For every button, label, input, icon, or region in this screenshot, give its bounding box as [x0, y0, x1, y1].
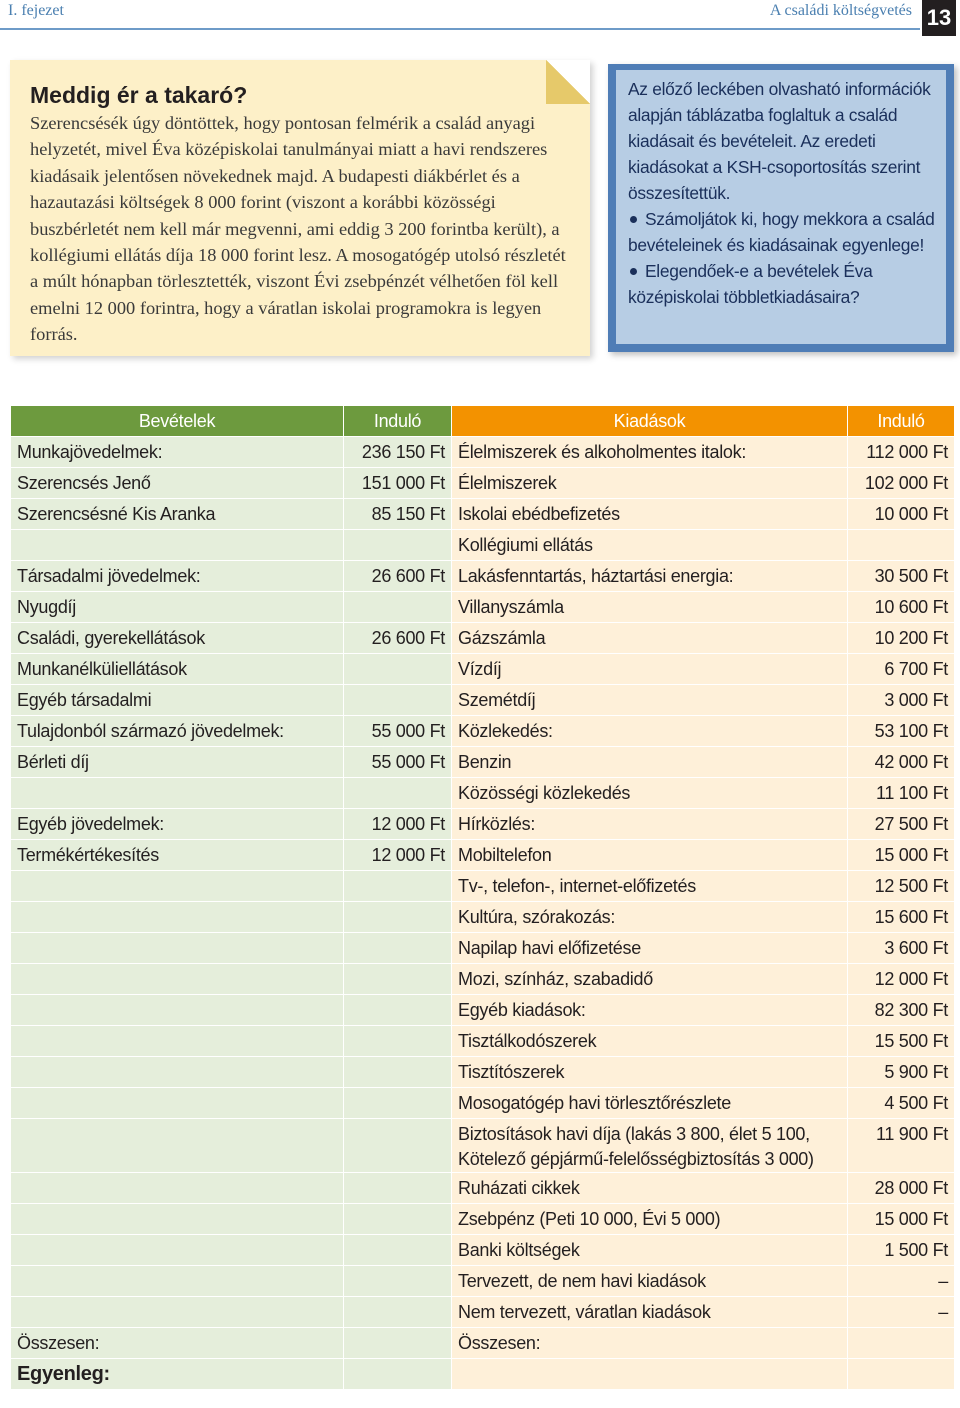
income-item-cell	[11, 1119, 344, 1173]
expense-amount-cell	[848, 1359, 955, 1390]
income-item-cell	[11, 1204, 344, 1235]
income-item-cell: Szerencsés Jenő	[11, 468, 344, 499]
income-item-cell	[11, 964, 344, 995]
expense-amount-cell: 10 200 Ft	[848, 623, 955, 654]
income-amount-cell: 12 000 Ft	[344, 840, 452, 871]
expense-item-cell	[452, 1359, 848, 1390]
expense-amount-cell: 11 900 Ft	[848, 1119, 955, 1173]
income-item-cell: Munkanélküliellátások	[11, 654, 344, 685]
expense-amount-cell: 5 900 Ft	[848, 1057, 955, 1088]
expense-amount-cell: 15 000 Ft	[848, 840, 955, 871]
task-box	[608, 64, 954, 352]
expense-item-cell: Napilap havi előfizetése	[452, 933, 848, 964]
expense-item-cell: Kollégiumi ellátás	[452, 530, 848, 561]
expense-item-cell: Tervezett, de nem havi kiadások	[452, 1266, 848, 1297]
income-item-cell: Egyenleg:	[11, 1359, 344, 1390]
expense-item-cell: Tisztálkodószerek	[452, 1026, 848, 1057]
section-title: A családi költségvetés	[769, 2, 912, 19]
expense-amount-cell: 15 600 Ft	[848, 902, 955, 933]
income-item-cell	[11, 1057, 344, 1088]
income-amount-cell: 26 600 Ft	[344, 561, 452, 592]
note-title: Meddig ér a takaró?	[30, 82, 248, 108]
expense-amount-cell: 53 100 Ft	[848, 716, 955, 747]
table-row	[11, 530, 955, 561]
table-row	[11, 964, 955, 995]
expense-amount-header: Induló	[848, 406, 955, 437]
task-bullet	[628, 206, 948, 258]
table-row	[11, 1328, 955, 1359]
table-row	[11, 685, 955, 716]
income-amount-cell	[344, 685, 452, 716]
income-amount-cell	[344, 1204, 452, 1235]
table-row	[11, 840, 955, 871]
income-amount-cell	[344, 1173, 452, 1204]
expense-item-cell: Kultúra, szórakozás:	[452, 902, 848, 933]
expense-item-cell: Mosogatógép havi törlesztőrészlete	[452, 1088, 848, 1119]
income-amount-cell: 151 000 Ft	[344, 468, 452, 499]
income-amount-cell	[344, 530, 452, 561]
income-item-cell	[11, 995, 344, 1026]
table-row	[11, 902, 955, 933]
table-row	[11, 778, 955, 809]
expense-item-cell: Mobiltelefon	[452, 840, 848, 871]
expense-amount-cell: 12 500 Ft	[848, 871, 955, 902]
expense-amount-cell: 27 500 Ft	[848, 809, 955, 840]
expense-amount-cell: 10 600 Ft	[848, 592, 955, 623]
expense-amount-cell	[848, 530, 955, 561]
table-row	[11, 1173, 955, 1204]
table-row	[11, 592, 955, 623]
expense-amount-cell: 102 000 Ft	[848, 468, 955, 499]
expense-item-cell: Nem tervezett, váratlan kiadások	[452, 1297, 848, 1328]
table-row	[11, 995, 955, 1026]
income-amount-cell	[344, 1266, 452, 1297]
table-row	[11, 499, 955, 530]
income-item-cell	[11, 1088, 344, 1119]
table-row	[11, 1204, 955, 1235]
income-amount-cell	[344, 592, 452, 623]
header-divider	[0, 28, 920, 30]
income-amount-header: Induló	[344, 406, 452, 437]
expense-item-cell: Élelmiszerek	[452, 468, 848, 499]
budget-table	[10, 405, 955, 1390]
page-curl-icon	[546, 60, 590, 104]
expense-amount-cell: –	[848, 1297, 955, 1328]
expense-header: Kiadások	[452, 406, 848, 437]
expense-item-cell: Vízdíj	[452, 654, 848, 685]
table-row	[11, 933, 955, 964]
page-header	[0, 0, 960, 40]
bullet-icon	[630, 216, 637, 223]
expense-item-cell: Tisztítószerek	[452, 1057, 848, 1088]
income-amount-cell	[344, 995, 452, 1026]
expense-amount-cell: 12 000 Ft	[848, 964, 955, 995]
income-item-cell: Termékértékesítés	[11, 840, 344, 871]
income-item-cell	[11, 902, 344, 933]
income-amount-cell	[344, 778, 452, 809]
table-row	[11, 623, 955, 654]
expense-item-cell: Biztosítások havi díja (lakás 3 800, élet 5 100, Kötelező gépjármű-felelősségbiztosítás 3 000)	[452, 1119, 848, 1173]
table-row	[11, 809, 955, 840]
table-row	[11, 1057, 955, 1088]
income-amount-cell: 12 000 Ft	[344, 809, 452, 840]
expense-item-cell: Gázszámla	[452, 623, 848, 654]
income-amount-cell	[344, 1328, 452, 1359]
expense-amount-cell: 3 000 Ft	[848, 685, 955, 716]
expense-item-cell: Banki költségek	[452, 1235, 848, 1266]
table-row	[11, 1266, 955, 1297]
expense-amount-cell: 82 300 Ft	[848, 995, 955, 1026]
income-item-cell	[11, 1297, 344, 1328]
income-amount-cell	[344, 871, 452, 902]
income-item-cell: Szerencsésné Kis Aranka	[11, 499, 344, 530]
expense-item-cell: Közlekedés:	[452, 716, 848, 747]
income-item-cell	[11, 1266, 344, 1297]
income-item-cell: Társadalmi jövedelmek:	[11, 561, 344, 592]
task-bullet-text: Elegendőek-e a bevételek Éva középiskolai többletkiadásaira?	[628, 261, 873, 307]
expense-amount-cell: 4 500 Ft	[848, 1088, 955, 1119]
expense-amount-cell: 6 700 Ft	[848, 654, 955, 685]
note-body: Szerencsésék úgy döntöttek, hogy pontosan felmérik a család anyagi helyzetét, mivel Éva középiskolai tanulmányai miatt a havi rendszeres kiadásaik jelentősen növekednek majd. A budapesti diákbérlet és a hazautazási költségek 8 000 forint (viszont a korábbi közösségi buszbérletét nem kell már megvenni, ami eddig 3 200 forintba került), a kollégiumi ellátás díja 18 000 forint lesz. A mosogatógép utolsó részletét a múlt hónapban törlesztették, viszont Évi zsebpénzét vélhetően föl kell emelni 12 000 forintra, hogy a váratlan iskolai programokra is legyen forrás.	[30, 113, 566, 345]
expense-amount-cell: 3 600 Ft	[848, 933, 955, 964]
income-item-cell	[11, 933, 344, 964]
income-item-cell	[11, 1173, 344, 1204]
expense-item-cell: Közösségi közlekedés	[452, 778, 848, 809]
expense-item-cell: Ruházati cikkek	[452, 1173, 848, 1204]
expense-amount-cell: 1 500 Ft	[848, 1235, 955, 1266]
expense-amount-cell	[848, 1328, 955, 1359]
income-amount-cell: 55 000 Ft	[344, 747, 452, 778]
table-row	[11, 747, 955, 778]
expense-item-cell: Benzin	[452, 747, 848, 778]
income-amount-cell	[344, 1235, 452, 1266]
table-row	[11, 561, 955, 592]
expense-item-cell: Zsebpénz (Peti 10 000, Évi 5 000)	[452, 1204, 848, 1235]
income-item-cell	[11, 1235, 344, 1266]
income-item-cell: Egyéb társadalmi	[11, 685, 344, 716]
table-row	[11, 871, 955, 902]
income-item-cell: Munkajövedelmek:	[11, 437, 344, 468]
income-item-cell	[11, 871, 344, 902]
task-intro: Az előző leckében olvasható információk alapján táblázatba foglaltuk a család kiadásait és bevételeit. Az eredeti kiadásokat a KSH-csoportosítás szerint összesítettük.	[628, 79, 931, 203]
expense-amount-cell: 42 000 Ft	[848, 747, 955, 778]
income-amount-cell	[344, 933, 452, 964]
expense-amount-cell: 28 000 Ft	[848, 1173, 955, 1204]
income-amount-cell: 55 000 Ft	[344, 716, 452, 747]
income-amount-cell: 85 150 Ft	[344, 499, 452, 530]
expense-amount-cell: 30 500 Ft	[848, 561, 955, 592]
table-header-row	[11, 406, 955, 437]
table-row	[11, 1119, 955, 1173]
income-item-cell: Egyéb jövedelmek:	[11, 809, 344, 840]
table-row	[11, 1359, 955, 1390]
story-note	[10, 60, 590, 356]
income-item-cell: Nyugdíj	[11, 592, 344, 623]
expense-amount-cell: –	[848, 1266, 955, 1297]
expense-amount-cell: 15 500 Ft	[848, 1026, 955, 1057]
expense-item-cell: Élelmiszerek és alkoholmentes italok:	[452, 437, 848, 468]
expense-item-cell: Egyéb kiadások:	[452, 995, 848, 1026]
task-bullet	[628, 258, 948, 310]
table-row	[11, 1088, 955, 1119]
bullet-icon	[630, 268, 637, 275]
task-text	[628, 76, 948, 310]
income-amount-cell	[344, 654, 452, 685]
income-amount-cell	[344, 1026, 452, 1057]
expense-item-cell: Iskolai ebédbefizetés	[452, 499, 848, 530]
table-row	[11, 654, 955, 685]
table-row	[11, 716, 955, 747]
expense-amount-cell: 112 000 Ft	[848, 437, 955, 468]
table-row	[11, 1235, 955, 1266]
income-item-cell: Tulajdonból származó jövedelmek:	[11, 716, 344, 747]
expense-item-cell: Mozi, színház, szabadidő	[452, 964, 848, 995]
income-amount-cell	[344, 1119, 452, 1173]
expense-item-cell: Összesen:	[452, 1328, 848, 1359]
task-bullet-text: Számoljátok ki, hogy mekkora a család bevételeinek és kiadásainak egyenlege!	[628, 209, 935, 255]
expense-item-cell: Tv-, telefon-, internet-előfizetés	[452, 871, 848, 902]
expense-item-cell: Szemétdíj	[452, 685, 848, 716]
income-amount-cell: 236 150 Ft	[344, 437, 452, 468]
income-amount-cell	[344, 1057, 452, 1088]
income-amount-cell	[344, 1297, 452, 1328]
income-amount-cell: 26 600 Ft	[344, 623, 452, 654]
income-item-cell	[11, 778, 344, 809]
expense-amount-cell: 10 000 Ft	[848, 499, 955, 530]
expense-item-cell: Villanyszámla	[452, 592, 848, 623]
page-number: 13	[922, 0, 956, 36]
expense-item-cell: Hírközlés:	[452, 809, 848, 840]
table-row	[11, 437, 955, 468]
table-row	[11, 468, 955, 499]
income-item-cell: Családi, gyerekellátások	[11, 623, 344, 654]
income-item-cell	[11, 530, 344, 561]
expense-amount-cell: 15 000 Ft	[848, 1204, 955, 1235]
income-amount-cell	[344, 1088, 452, 1119]
income-header: Bevételek	[11, 406, 344, 437]
table-row	[11, 1026, 955, 1057]
income-item-cell	[11, 1026, 344, 1057]
table-row	[11, 1297, 955, 1328]
income-item-cell: Bérleti díj	[11, 747, 344, 778]
income-amount-cell	[344, 1359, 452, 1390]
chapter-label: I. fejezet	[8, 2, 64, 19]
income-amount-cell	[344, 964, 452, 995]
expense-amount-cell: 11 100 Ft	[848, 778, 955, 809]
income-amount-cell	[344, 902, 452, 933]
expense-item-cell: Lakásfenntartás, háztartási energia:	[452, 561, 848, 592]
income-item-cell: Összesen:	[11, 1328, 344, 1359]
